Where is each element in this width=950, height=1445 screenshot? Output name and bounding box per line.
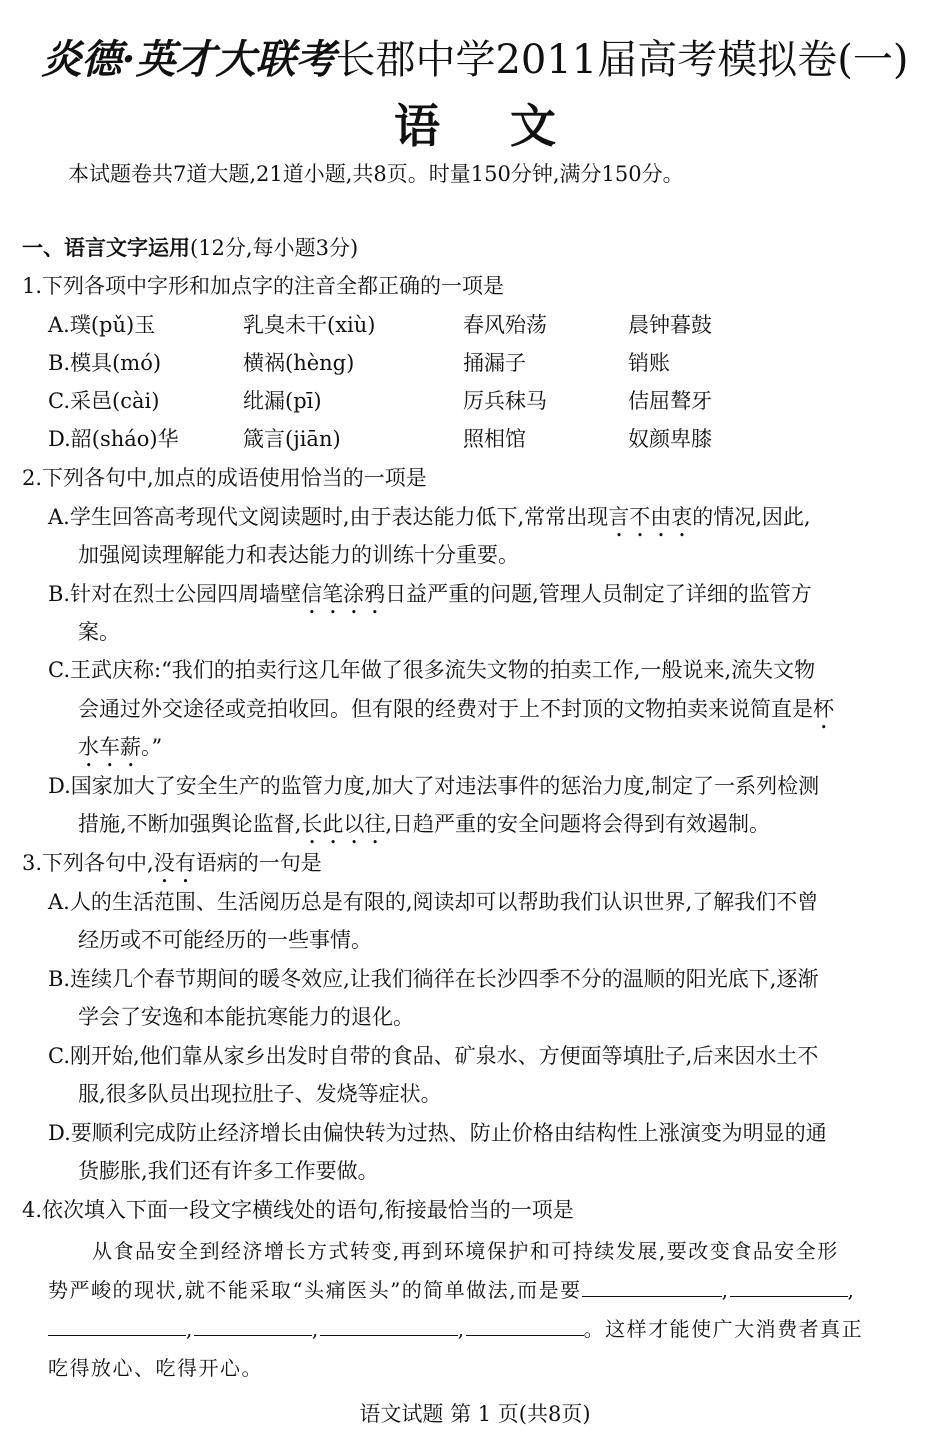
dotted-idiom: 杯 [813,697,834,721]
section-title: 一、语言文字运用 [22,235,190,260]
option-cell: 横祸(hèng) [243,351,355,375]
option-cell: 纰漏(pī) [243,389,322,413]
option-text: 。” [141,735,163,759]
q3-option-c-cont: 服,很多队员出现拉肚子、发烧等症状。 [78,1082,442,1106]
q3-option-b: B.连续几个春节期间的暖冬效应,让我们徜徉在长沙四季不分的温顺的阳光底下,逐渐 [48,967,819,991]
q1-option-d [48,423,928,453]
dotted-idiom: 信笔涂鸦 [301,582,386,606]
q3-option-c: C.刚开始,他们靠从家乡出发时自带的食品、矿泉水、方便面等填肚子,后来因水土不 [48,1044,819,1068]
option-label: B. [48,351,71,375]
answer-blank[interactable] [730,1295,848,1297]
q2-option-d: D.国家加大了安全生产的监管力度,加大了对违法事件的惩治力度,制定了一系列检测 [48,774,820,798]
passage-punct: , [721,1278,730,1302]
option-cell: 晨钟暮鼓 [628,313,712,337]
q2-option-b [48,578,812,619]
option-text: B.针对在烈士公园四周墙壁 [48,582,302,606]
q2-option-d-cont [78,808,770,849]
option-label: C. [48,389,70,413]
q3-option-d-cont: 货膨胀,我们还有许多工作要做。 [78,1159,379,1183]
q2-stem: 2.下列各句中,加点的成语使用恰当的一项是 [22,466,427,490]
option-cell: 璞(pǔ)玉 [69,313,156,337]
passage-text: 势严峻的现状,就不能采取“头痛医头”的简单做法,而是要 [48,1278,582,1302]
option-text: 措施,不断加强舆论监督, [78,812,302,836]
exam-intro: 本试题卷共7道大题,21道小题,共8页。时量150分钟,满分150分。 [68,162,684,186]
q3-stem [22,847,322,888]
q3-option-a: A.人的生活范围、生活阅历总是有限的,阅读却可以帮助我们认识世界,了解我们不曾 [48,890,819,914]
option-cell: 采邑(cài) [70,389,160,413]
q4-passage-line4: 吃得放心、吃得开心。 [48,1356,263,1380]
option-label: A. [48,313,70,337]
q3-option-a-cont: 经历或不可能经历的一些事情。 [78,928,372,952]
option-cell: 厉兵秣马 [463,389,547,413]
q1-option-a [48,309,928,339]
q1-option-b [48,347,928,377]
q2-option-c-cont2 [78,731,162,772]
option-text: A.学生回答高考现代文阅读题时,由于表达能力低下,常常出现 [48,505,609,529]
q4-passage-line2 [48,1274,928,1303]
exam-title [0,28,950,85]
dotted-idiom: 言不由衷 [608,505,693,529]
option-cell: 乳臭未干(xiù) [243,313,376,337]
q2-option-c: C.王武庆称:“我们的拍卖行这几年做了很多流失文物的拍卖工作,一般说来,流失文物 [48,658,816,682]
q3-option-d: D.要顺利完成防止经济增长由偏快转为过热、防止价格由结构性上涨演变为明显的通 [48,1121,827,1145]
option-text: 会通过外交途径或竞拍收回。但有限的经费对于上不封顶的文物拍卖来说简直是 [78,697,813,721]
answer-blank[interactable] [466,1334,584,1336]
q4-passage-line3 [48,1313,928,1342]
section-note: (12分,每小题3分) [190,236,359,260]
answer-blank[interactable] [48,1334,186,1336]
exam-school-name: 长郡中学2011届高考模拟卷(一) [335,37,909,83]
option-cell: 照相馆 [463,427,526,451]
dotted-word: 没有 [153,851,196,875]
page-footer: 语文试题 第 1 页(共8页) [359,1402,591,1426]
option-cell: 奴颜卑膝 [628,427,712,451]
option-cell: 销账 [628,351,670,375]
q4-passage-line1: 从食品安全到经济增长方式转变,再到环境保护和可持续发展,要改变食品安全形 [92,1239,839,1263]
option-cell: 春风殆荡 [463,313,547,337]
option-text: 日益严重的问题,管理人员制定了详细的监管方 [385,582,812,606]
option-label: D. [48,427,71,451]
option-cell: 捅漏子 [463,351,526,375]
answer-blank[interactable] [194,1334,312,1336]
q2-option-b-cont: 案。 [78,620,120,644]
option-cell: 佶屈聱牙 [628,389,712,413]
option-cell: 韶(sháo)华 [70,427,179,451]
option-cell: 模具(mó) [70,351,162,375]
dotted-idiom: 长此以往 [301,812,386,836]
passage-punct: , [186,1317,194,1341]
passage-punct: , [457,1317,466,1341]
q1-stem: 1.下列各项中字形和加点字的注音全都正确的一项是 [22,274,505,298]
q4-stem: 4.依次填入下面一段文字横线处的语句,衔接最恰当的一项是 [22,1198,574,1222]
option-text: ,日趋严重的安全问题将会得到有效遏制。 [385,812,771,836]
option-text: 的情况,因此, [692,505,811,529]
answer-blank[interactable] [582,1295,722,1297]
subject-title: 语文 [394,99,626,153]
stem-text: 语病的一句是 [195,851,322,875]
q1-option-c [48,385,928,415]
q2-option-a [48,501,811,542]
section-heading [22,232,358,262]
dotted-idiom: 水车薪 [78,735,141,759]
q2-option-c-cont [78,693,834,734]
passage-punct: , [847,1278,856,1302]
option-cell: 箴言(jiān) [243,427,341,451]
q3-option-b-cont: 学会了安逸和本能抗寒能力的退化。 [78,1005,414,1029]
stem-text: 3.下列各句中, [22,851,154,875]
q2-option-a-cont: 加强阅读理解能力和表达能力的训练十分重要。 [78,543,519,567]
passage-text: 。这样才能使广大消费者真正 [583,1317,864,1341]
answer-blank[interactable] [320,1334,458,1336]
passage-punct: , [311,1317,320,1341]
exam-series-name: 炎德·英才大联考 [41,36,336,83]
